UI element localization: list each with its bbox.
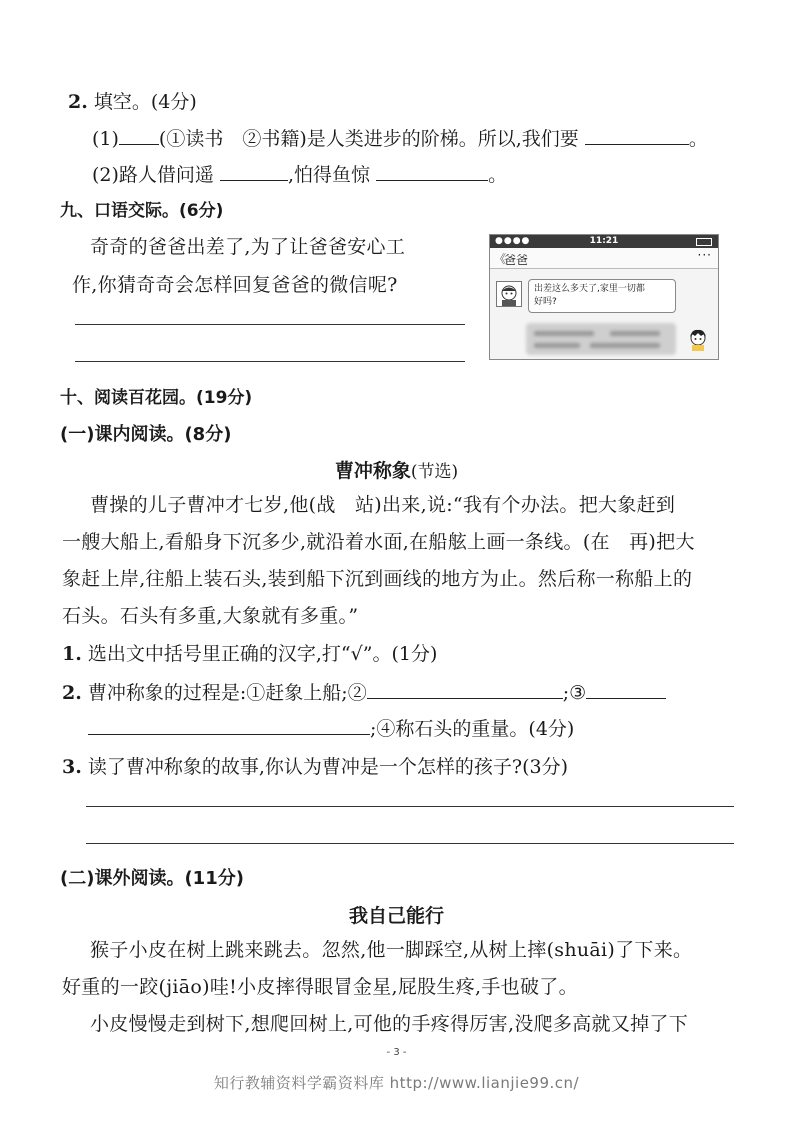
signal-icon: ●●●● [495, 236, 531, 246]
section-10-heading: 十、阅读百花园。(19分) [60, 388, 253, 408]
footer-watermark: 知行教辅资料学霸资料库 http://www.lianjie99.cn/ [213, 1074, 580, 1092]
section-9-para-line2: 作,你猜奇奇会怎样回复爸爸的微信呢? [72, 274, 398, 296]
q8-2-line2-text: ,怕得鱼惊 [287, 164, 371, 186]
chat-header [490, 248, 718, 269]
q10-2-number: 2. [62, 682, 82, 704]
q8-2-line1-label: (1) [92, 128, 119, 150]
blurred-text [534, 343, 580, 348]
q10-1 [62, 639, 437, 666]
story-2-line: 小皮慢慢走到树下,想爬回树上,可他的手疼得厉害,没爬多高就又掉了下 [90, 1013, 689, 1035]
q10-2 [62, 678, 666, 705]
q8-2-line1-text: (①读书 ②书籍)是人类进步的阶梯。所以,我们要 [158, 128, 579, 150]
answer-line[interactable] [75, 324, 465, 325]
blank-step-3[interactable] [586, 697, 666, 699]
dad-message-bubble [528, 279, 676, 313]
back-arrow-icon: 《 [494, 252, 507, 266]
q10-2-text-c: ;④称石头的重量。(4分) [370, 718, 575, 740]
q8-2-line2 [92, 160, 507, 187]
phone-status-bar [490, 235, 718, 248]
q10-2-cont [88, 714, 574, 741]
section-9-para-line1: 奇奇的爸爸出差了,为了让爸爸安心工 [90, 236, 406, 258]
blurred-text [610, 331, 660, 336]
blank-2[interactable] [585, 143, 689, 145]
qiqi-avatar-icon [686, 327, 710, 351]
section-9-heading: 九、口语交际。(6分) [60, 201, 224, 221]
answer-line[interactable] [86, 806, 734, 807]
more-icon: ··· [697, 248, 712, 262]
story-2-title: 我自己能行 [348, 905, 444, 927]
q8-2-text: 填空。(4分) [93, 91, 197, 113]
q8-2-line2-label: (2)路人借问遥 [92, 164, 214, 186]
blank-step-2[interactable] [367, 697, 563, 699]
story-1-title [0, 456, 793, 483]
q8-2-line1 [92, 124, 708, 151]
q8-2-line2-end: 。 [488, 164, 508, 186]
q10-3-text: 读了曹冲称象的故事,你认为曹冲是一个怎样的孩子?(3分) [87, 756, 569, 778]
q10-2-text-a: 曹冲称象的过程是:①赶象上船;② [87, 682, 367, 704]
part-1-heading: (一)课内阅读。(8分) [60, 424, 232, 445]
story-1-line: 曹操的儿子曹冲才七岁,他(战 站)出来,说:“我有个办法。把大象赶到 [90, 494, 676, 516]
chat-contact-name: 爸爸 [504, 253, 529, 267]
blank-4[interactable] [376, 179, 488, 181]
blank-step-3-cont[interactable] [88, 733, 370, 735]
q10-1-number: 1. [62, 643, 82, 665]
q10-3-number: 3. [62, 756, 82, 778]
battery-icon [696, 238, 712, 246]
story-1-line: 石头。石头有多重,大象就有多重。” [62, 605, 359, 627]
page-number: - 3 - [386, 1047, 407, 1058]
phone-time: 11:21 [589, 236, 619, 246]
q10-2-text-b: ;③ [562, 682, 587, 704]
story-1-title-text: 曹冲称象 [334, 460, 411, 482]
qiqi-reply-bubble-blurred [526, 323, 676, 355]
dad-message-line2: 好吗? [534, 297, 557, 307]
story-1-line: 象赶上岸,往船上装石头,装到船下沉到画线的地方为止。然后称一称船上的 [62, 568, 693, 590]
dad-avatar-icon [496, 281, 522, 307]
blank-3[interactable] [220, 179, 288, 181]
wechat-screenshot [489, 234, 719, 360]
q10-3 [62, 752, 568, 779]
blurred-text [590, 343, 660, 348]
dad-message-line1: 出差这么多天了,家里一切都 [534, 284, 645, 294]
story-2-line: 好重的一跤(jiāo)哇!小皮摔得眼冒金星,屁股生疼,手也破了。 [62, 976, 578, 998]
q8-2-heading [68, 87, 197, 114]
blurred-text [534, 331, 594, 336]
answer-line[interactable] [86, 843, 734, 844]
q8-2-line1-end: 。 [688, 128, 708, 150]
q10-1-text: 选出文中括号里正确的汉字,打“√”。(1分) [87, 643, 438, 665]
story-2-line: 猴子小皮在树上跳来跳去。忽然,他一脚踩空,从树上摔(shuāi)了下来。 [90, 939, 693, 961]
q8-2-number: 2. [68, 91, 88, 113]
blank-1[interactable] [119, 143, 159, 145]
part-2-heading: (二)课外阅读。(11分) [60, 868, 244, 889]
answer-line[interactable] [75, 361, 465, 362]
story-1-line: 一艘大船上,看船身下沉多少,就沿着水面,在船舷上画一条线。(在 再)把大 [62, 531, 695, 553]
story-1-subtitle: (节选) [410, 462, 459, 482]
